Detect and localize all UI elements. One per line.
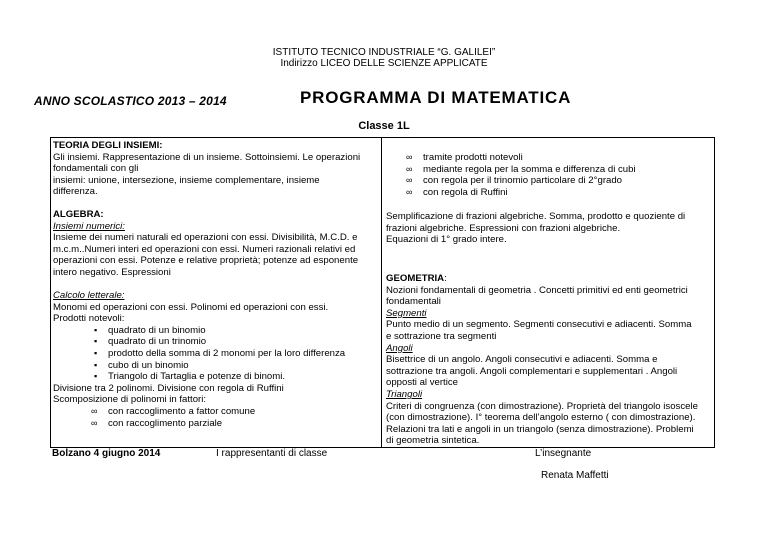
insiemi-line: Gli insiemi. Rappresentazione di un insieme. Sottoinsiemi. Le operazioni [53,151,361,163]
angoli-line: opposti al vertice [386,377,458,389]
metodi-section [423,152,713,198]
triangoli-line: Relazioni tra lati e angoli in un triangolo (senza dimostrazione). Problemi [386,423,694,435]
triangoli-title: Triangoli [386,388,423,400]
triangoli-line: di geometria sintetica. [386,435,480,447]
frazioni-line: frazioni algebriche. Espressioni con frazioni algebriche. [386,222,621,234]
list-item: ∞ tramite prodotti notevoli [423,152,713,164]
page-title: PROGRAMMA DI MATEMATICA [300,88,572,107]
prodotti-list [108,325,379,383]
insegnante-name: Renata Maffetti [541,470,609,481]
algebra-title: ALGEBRA: [53,209,104,220]
letterale-line: Monomi ed operazioni con essi. Polinomi ed operazioni con essi. [53,301,329,313]
geometria-title: GEOMETRIA [386,273,445,284]
geometria-line: Nozioni fondamentali di geometria . Concetti primitivi ed enti geometrici [386,284,688,296]
insiemi-line: differenza. [53,186,98,198]
program-table [50,137,715,448]
segmenti-line: Punto medio di un segmento. Segmenti consecutivi e adiacenti. Somma [386,319,692,331]
numerici-line: intero negativo. Espressioni [53,266,171,278]
school-name: ISTITUTO TECNICO INDUSTRIALE “G. GALILEI” [272,47,496,58]
place-date: Bolzano 4 giugno 2014 [52,448,161,459]
letterale-section [53,290,379,429]
insiemi-title: TEORIA DEGLI INSIEMI: [53,140,163,151]
numerici-line: m.c.m..Numeri interi ed operazioni con essi. Numeri razionali relativi ed [53,243,356,255]
divisione-line: Divisione tra 2 polinomi. Divisione con regola di Ruffini [53,382,284,394]
school-indirizzo: Indirizzo LICEO DELLE SCIENZE APPLICATE [280,58,488,69]
frazioni-line: Equazioni di 1° grado intere. [386,234,507,246]
list-item: ∞ con raccoglimento a fattor comune [108,406,379,418]
list-item: ∞ con raccoglimento parziale [108,418,379,430]
numerici-title: Insiemi numerici: [53,220,125,232]
divisione-line: Scomposizione di polinomi in fattori: [53,394,207,406]
list-item: ∞ con regola di Ruffini [423,187,713,199]
frazioni-section [386,211,714,246]
scomposizione-list [108,406,379,429]
angoli-title: Angoli [386,342,413,354]
class-label: Classe 1L [358,120,410,132]
angoli-line: Bisettrice di un angolo. Angoli consecutivi e adiacenti. Somma e [386,354,658,366]
triangoli-line: Criteri di congruenza (con dimostrazione). Proprietà del triangolo isoscele [386,400,698,412]
school-year: ANNO SCOLASTICO 2013 – 2014 [34,94,227,108]
angoli-line: sottrazione tra angoli. Angoli complementari e supplementari . Angoli [386,365,678,377]
insiemi-section [53,140,379,198]
list-item: ▪ prodotto della somma di 2 monomi per la loro differenza [108,348,379,360]
letterale-line: Prodotti notevoli: [53,313,125,325]
column-divider [381,138,382,447]
geometria-section: GEOMETRIA: Nozioni fondamentali di geometria . Concetti primitivi ed enti geometrici fondamentali Segmenti Punto medio di un segmento. Segmenti consecutivi e adiacenti. Somma e sottrazione tra segmenti Angoli Bisettrice di un angolo. Angoli consecutivi e adiacenti. Somma e sottrazione tra angoli. Angoli complementari e supplementari . Angoli opposti al vertice Triangoli Criteri di congruenza (con dimostrazione). Proprietà del triangolo isoscele (con dimostrazione). I° teorema dell’angolo esterno ( con dimostrazione). Relazioni tra lati e angoli in un triangolo (senza dimostrazione). Problemi di geometria sintetica. [386,273,714,447]
rappresentanti-label: I rappresentanti di classe [216,448,328,459]
insegnante-label: L’insegnante [535,448,592,459]
numerici-line: operazioni con essi. Potenze e relative proprietà; potenze ad esponente [53,255,359,267]
algebra-section [53,209,379,279]
letterale-title: Calcolo letterale: [53,290,125,301]
list-item: ∞ con regola per il trinomio particolare di 2°grado [423,175,713,187]
insiemi-line: insiemi: unione, intersezione, insieme complementare, insieme [53,174,320,186]
list-item: ▪ quadrato di un binomio [108,325,379,337]
list-item: ∞ mediante regola per la somma e differenza di cubi [423,164,713,176]
numerici-line: Insieme dei numeri naturali ed operazioni con essi. Divisibilità, M.C.D. e [53,232,358,244]
list-item: ▪ Triangolo di Tartaglia e potenze di binomi. [108,371,379,383]
list-item: ▪ quadrato di un trinomio [108,336,379,348]
insiemi-line: fondamentali con gli [53,163,139,175]
geometria-line: fondamentali [386,296,441,308]
metodi-list [423,152,713,198]
frazioni-line: Semplificazione di frazioni algebriche. Somma, prodotto e quoziente di [386,211,686,222]
list-item: ▪ cubo di un binomio [108,360,379,372]
segmenti-line: e sottrazione tra segmenti [386,330,497,342]
triangoli-line: (con dimostrazione). I° teorema dell’angolo esterno ( con dimostrazione). [386,412,696,424]
segmenti-title: Segmenti [386,307,427,319]
